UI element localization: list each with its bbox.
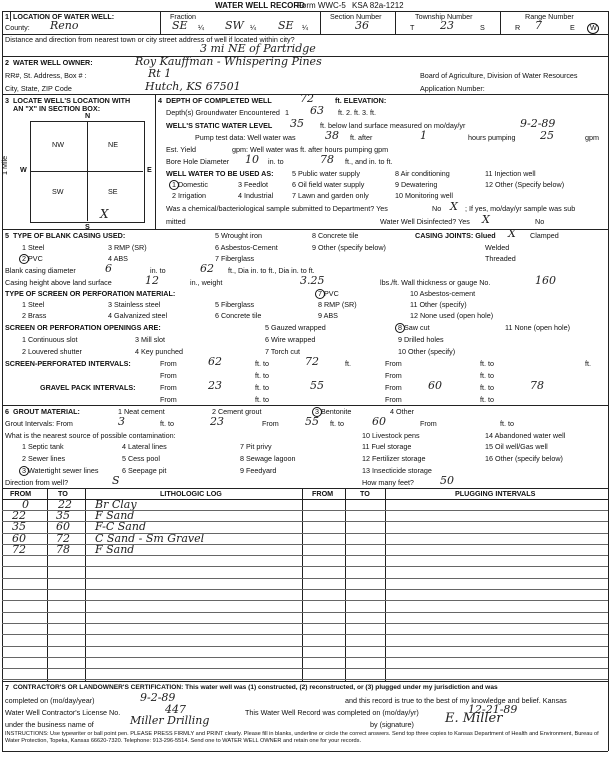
casing-1[interactable]: 1 Steel: [22, 243, 45, 252]
diam-value[interactable]: 6: [105, 262, 112, 275]
log-to-cell[interactable]: 78: [56, 543, 70, 556]
township-t: T: [410, 23, 415, 32]
quad-sw: SW: [52, 187, 64, 196]
disinfected-label: Water Well Disinfected? Yes: [380, 217, 470, 226]
business-value[interactable]: Miller Drilling: [130, 714, 210, 727]
grout-to-label: ft. to: [160, 419, 174, 428]
by-label: by (signature): [370, 720, 414, 729]
chem-rest: ; If yes, mo/day/yr sample was sub: [465, 204, 576, 213]
use-2[interactable]: 2 Irrigation: [172, 191, 206, 200]
contam-3[interactable]: 3 Watertight sewer lines: [22, 466, 99, 475]
log-to2-head: TO: [360, 489, 370, 498]
use-6[interactable]: 6 Oil field water supply: [292, 180, 365, 189]
perf-from[interactable]: 62: [208, 355, 222, 368]
open-8[interactable]: 8 Saw cut: [398, 323, 430, 332]
grout-from3-label: From: [420, 419, 437, 428]
contam-11[interactable]: 11 Fuel storage: [362, 442, 412, 451]
log-from-cell[interactable]: 22: [12, 509, 26, 522]
log-to-cell[interactable]: 22: [58, 498, 72, 511]
gravel-to3-label: ft. to: [255, 395, 269, 404]
use-7[interactable]: 7 Lawn and garden only: [292, 191, 369, 200]
sec2-num: 2: [5, 58, 9, 67]
sec3-num: 3: [5, 96, 9, 105]
quad-se: SE: [108, 187, 118, 196]
open-2[interactable]: 2 Louvered shutter: [22, 347, 82, 356]
pump-ft[interactable]: 38: [325, 129, 339, 142]
county-value[interactable]: Reno: [50, 19, 79, 32]
contam-13[interactable]: 13 Insecticide storage: [362, 466, 432, 475]
gravel-from4-label: From: [385, 395, 402, 404]
perf-to[interactable]: 72: [305, 355, 319, 368]
section-box-h: [30, 171, 143, 172]
completed-label: completed on (mo/day/year): [5, 696, 95, 705]
perf-label: SCREEN-PERFORATED INTERVALS:: [5, 359, 131, 368]
bore-depth[interactable]: 78: [320, 153, 334, 166]
sec3-label: LOCATE WELL'S LOCATION WITH: [13, 96, 131, 105]
direction-value[interactable]: S: [112, 474, 120, 487]
screen-10[interactable]: 10 Asbestos-cement: [410, 289, 476, 298]
log-rule: [2, 566, 608, 567]
fraction-label: Fraction: [170, 12, 196, 21]
weight-value[interactable]: 3.25: [300, 274, 325, 287]
pump-after: ft. after: [350, 133, 373, 142]
static-date[interactable]: 9-2-89: [520, 117, 556, 130]
fraction-2[interactable]: SW: [225, 19, 244, 32]
screen-3[interactable]: 3 Stainless steel: [108, 300, 161, 309]
contam-10[interactable]: 10 Livestock pens: [362, 431, 420, 440]
signature[interactable]: E. Miller: [445, 711, 503, 726]
quarter-1: ¼: [198, 23, 204, 32]
chem-label: Was a chemical/bacteriological sample submitted to Department? Yes: [166, 204, 388, 213]
bore-rest: ft., and in. to ft.: [345, 157, 393, 166]
log-rule: [2, 623, 608, 624]
grout-to2[interactable]: 60: [372, 415, 386, 428]
static-label: WELL'S STATIC WATER LEVEL: [166, 121, 273, 130]
sec4-num: 4: [158, 96, 162, 105]
quarter-3: ¼: [302, 23, 308, 32]
grout-3[interactable]: 3 Bentonite: [315, 407, 352, 416]
open-1[interactable]: 1 Continuous slot: [22, 335, 78, 344]
yield-label: Est. Yield: [166, 145, 196, 154]
joints-label: CASING JOINTS: Glued: [415, 231, 496, 240]
contam-5[interactable]: 5 Cess pool: [122, 454, 160, 463]
log-bottom: [2, 681, 608, 682]
gravel-to[interactable]: 55: [310, 379, 324, 392]
screen-8[interactable]: 8 RMP (SR): [318, 300, 357, 309]
grout-intervals-label: Grout Intervals: From: [5, 419, 73, 428]
gravel-from[interactable]: 23: [208, 379, 222, 392]
log-desc-cell[interactable]: F Sand: [95, 509, 135, 522]
open-6[interactable]: 6 Wire wrapped: [265, 335, 316, 344]
log-desc-cell[interactable]: F-C Sand: [95, 520, 146, 533]
ksa-ref: KSA 82a-1212: [352, 1, 404, 10]
yield-rest: gpm: Well water was ft. after hours pumping gpm: [232, 145, 389, 154]
log-desc-cell[interactable]: Br Clay: [95, 498, 137, 511]
log-from-cell[interactable]: 60: [12, 532, 26, 545]
sec1-label: LOCATION OF WATER WELL:: [13, 12, 115, 21]
record-label: This Water Well Record was completed on (mo/day/yr): [245, 708, 419, 717]
license-label: Water Well Contractor's License No.: [5, 708, 121, 717]
diam-rest: ft., Dia in. to ft., Dia in. to ft.: [228, 266, 315, 275]
screen-4[interactable]: 4 Galvanized steel: [108, 311, 168, 320]
grout-to2-label: ft. to: [330, 419, 344, 428]
township-label: Township Number: [415, 12, 473, 21]
grout-from2[interactable]: 55: [305, 415, 319, 428]
sec5-num: 5: [5, 231, 9, 240]
sec2-label: WATER WELL OWNER:: [13, 58, 93, 67]
log-lith-head: LITHOLOGIC LOG: [160, 489, 222, 498]
frame-left: [2, 11, 3, 751]
diam-label: Blank casing diameter: [5, 266, 76, 275]
range-label: Range Number: [525, 12, 574, 21]
gravel-to2-label: ft. to: [480, 383, 494, 392]
casing-7[interactable]: 7 Fiberglass: [215, 254, 255, 263]
grout-from[interactable]: 3: [118, 415, 125, 428]
gravel-label: GRAVEL PACK INTERVALS:: [40, 383, 136, 392]
log-rule: [2, 612, 608, 613]
perf-from4-label: From: [385, 371, 402, 380]
contam-9[interactable]: 9 Feedyard: [240, 466, 277, 475]
log-rule: [2, 679, 608, 680]
sec7-num: 7: [5, 683, 9, 692]
direction-label: Direction from well?: [5, 478, 69, 487]
distance-label: Distance and direction from nearest town or city street address of well if located within city?: [5, 35, 295, 44]
completed-rest: and this record is true to the best of my knowledge and belief. Kansas: [345, 696, 567, 705]
fraction-1[interactable]: SE: [172, 19, 188, 32]
gw-value[interactable]: 63: [310, 104, 324, 117]
gravel-to-label: ft. to: [255, 383, 269, 392]
log-from-cell[interactable]: 72: [12, 543, 26, 556]
open-9[interactable]: 9 Drilled holes: [398, 335, 444, 344]
contam-4[interactable]: 4 Lateral lines: [122, 442, 167, 451]
contam-6[interactable]: 6 Seepage pit: [122, 466, 167, 475]
gw-label: Depth(s) Groundwater Encountered: [166, 108, 280, 117]
record-date[interactable]: 12-21-89: [468, 703, 518, 716]
grout-to3-label: ft. to: [500, 419, 514, 428]
log-from-cell[interactable]: 0: [22, 498, 29, 511]
township-value[interactable]: 23: [440, 19, 454, 32]
log-rule: [2, 578, 608, 579]
fraction-3[interactable]: SE: [278, 19, 294, 32]
static-rest: ft. below land surface measured on mo/day/yr: [320, 121, 466, 130]
contam-1[interactable]: 1 Septic tank: [22, 442, 64, 451]
log-rule: [2, 600, 608, 601]
log-to-cell[interactable]: 72: [56, 532, 70, 545]
contam-12[interactable]: 12 Fertilizer storage: [362, 454, 426, 463]
perf-ft2: ft.: [585, 359, 591, 368]
pump-gpm[interactable]: 25: [540, 129, 554, 142]
use-1-circle: [169, 180, 179, 190]
owner-value[interactable]: Roy Kauffman - Whispering Pines: [135, 55, 322, 68]
pump-hours-label: hours pumping: [468, 133, 516, 142]
gravel-to4-label: ft. to: [480, 395, 494, 404]
howmany-value[interactable]: 50: [440, 474, 454, 487]
height-rest: in., weight: [190, 278, 223, 287]
city-value[interactable]: Hutch, KS 67501: [145, 80, 241, 93]
compass-n: N: [85, 111, 91, 120]
open-label: SCREEN OR PERFORATION OPENINGS ARE:: [5, 323, 161, 332]
quad-ne: NE: [108, 140, 118, 149]
business-label: under the business name of: [5, 720, 94, 729]
grout-2[interactable]: 2 Cement grout: [212, 407, 262, 416]
height-value[interactable]: 12: [145, 274, 159, 287]
township-s: S: [480, 23, 485, 32]
use-label: WELL WATER TO BE USED AS:: [166, 169, 274, 178]
contam-label: What is the nearest source of possible contamination:: [5, 431, 176, 440]
grout-label: GROUT MATERIAL:: [13, 407, 80, 416]
disinfected-x[interactable]: X: [482, 213, 490, 226]
diam-to: in. to: [150, 266, 166, 275]
casing-4[interactable]: 4 ABS: [108, 254, 128, 263]
screen-7-circle: [315, 289, 325, 299]
screen-11[interactable]: 11 Other (specify): [410, 300, 467, 309]
howmany-label: How many feet?: [362, 478, 414, 487]
county-label: County:: [5, 23, 30, 32]
app-label: Application Number:: [420, 84, 485, 93]
section-label: Section Number: [330, 12, 382, 21]
screen-1[interactable]: 1 Steel: [22, 300, 45, 309]
log-desc-cell[interactable]: C Sand - Sm Gravel: [95, 532, 205, 545]
grout-from2-label: From: [262, 419, 279, 428]
use-4[interactable]: 4 Industrial: [238, 191, 274, 200]
sec1-div-b: [320, 11, 321, 34]
static-value[interactable]: 35: [290, 117, 304, 130]
screen-5[interactable]: 5 Fiberglass: [215, 300, 255, 309]
contam-14[interactable]: 14 Abandoned water well: [485, 431, 566, 440]
mitted-label: mitted: [166, 217, 186, 226]
log-rule: [2, 589, 608, 590]
range-e: E: [570, 23, 575, 32]
bore-value[interactable]: 10: [245, 153, 259, 166]
log-rule: [2, 533, 608, 534]
use-1[interactable]: 1 Domestic: [172, 180, 208, 189]
clamped-label: Clamped: [530, 231, 559, 240]
open-7[interactable]: 7 Torch cut: [265, 347, 301, 356]
gauge-value[interactable]: 160: [535, 274, 556, 287]
mile-label: 1 Mile: [0, 155, 9, 175]
section-value[interactable]: 36: [355, 19, 369, 32]
open-5[interactable]: 5 Gauzed wrapped: [265, 323, 326, 332]
log-plug-head: PLUGGING INTERVALS: [455, 489, 536, 498]
gravel-from3-label: From: [160, 395, 177, 404]
gravel-from-label: From: [160, 383, 177, 392]
compass-w: W: [20, 165, 27, 174]
perf-from3-label: From: [160, 371, 177, 380]
bore-label: Bore Hole Diameter: [166, 157, 230, 166]
quad-nw: NW: [52, 140, 64, 149]
contam-7[interactable]: 7 Pit privy: [240, 442, 272, 451]
compass-e: E: [147, 165, 152, 174]
weight-rest: lbs./ft. Wall thickness or gauge No.: [380, 278, 491, 287]
gravel-from2-label: From: [385, 383, 402, 392]
contam-8[interactable]: 8 Sewage lagoon: [240, 454, 296, 463]
range-r: R: [515, 23, 521, 32]
log-from2-head: FROM: [312, 489, 334, 498]
use-12[interactable]: 12 Other (Specify below): [485, 180, 565, 189]
rr-value[interactable]: Rt 1: [148, 67, 172, 80]
well-mark-x[interactable]: X: [100, 207, 109, 221]
form-title: WATER WELL RECORD: [215, 1, 305, 10]
log-to-cell[interactable]: 60: [56, 520, 70, 533]
open-3[interactable]: 3 Mill slot: [135, 335, 165, 344]
use-10[interactable]: 10 Monitoring well: [395, 191, 453, 200]
casing-2-circle: [19, 254, 29, 264]
screen-12[interactable]: 12 None used (open hole): [410, 311, 494, 320]
range-w: W: [590, 23, 597, 32]
use-3[interactable]: 3 Feedlot: [238, 180, 268, 189]
casing-5[interactable]: 5 Wrought iron: [215, 231, 263, 240]
depth-label: DEPTH OF COMPLETED WELL: [166, 96, 272, 105]
compass-s: S: [85, 222, 90, 231]
casing-label: TYPE OF BLANK CASING USED:: [13, 231, 126, 240]
screen-9[interactable]: 9 ABS: [318, 311, 338, 320]
depth-value[interactable]: 72: [300, 92, 314, 105]
casing-6[interactable]: 6 Asbestos-Cement: [215, 243, 278, 252]
range-value[interactable]: 7: [535, 19, 542, 32]
use-9[interactable]: 9 Dewatering: [395, 180, 438, 189]
grout-to[interactable]: 23: [210, 415, 224, 428]
use-5[interactable]: 5 Public water supply: [292, 169, 360, 178]
open-11[interactable]: 11 None (open hole): [505, 323, 570, 332]
gw-1: 1: [285, 108, 289, 117]
log-col-4: [345, 488, 346, 681]
gravel-from2[interactable]: 60: [428, 379, 442, 392]
rr-label: RR#, St. Address, Box # :: [5, 71, 87, 80]
grout-1[interactable]: 1 Neat cement: [118, 407, 165, 416]
threaded-label: Threaded: [485, 254, 516, 263]
elev-label: ft. ELEVATION:: [335, 96, 387, 105]
casing-3[interactable]: 3 RMP (SR): [108, 243, 147, 252]
perf-to2-label: ft. to: [480, 359, 494, 368]
welded-label: Welded: [485, 243, 510, 252]
sec3-label2: AN "X" IN SECTION BOX:: [13, 104, 101, 113]
log-to-head: TO: [58, 489, 68, 498]
city-label: City, State, ZIP Code: [5, 84, 72, 93]
perf-to4-label: ft. to: [480, 371, 494, 380]
perf-from-label: From: [160, 359, 177, 368]
contam-15[interactable]: 15 Oil well/Gas well: [485, 442, 548, 451]
bore-to: in. to: [268, 157, 284, 166]
cert-text: CONTRACTOR'S OR LANDOWNER'S CERTIFICATION: This water well was (1) constructed, (2) reconstructed, or (3) plugged under my jurisdiction and was: [13, 684, 498, 691]
log-from-cell[interactable]: 35: [12, 520, 26, 533]
board-label: Board of Agriculture, Division of Water Resources: [420, 71, 578, 80]
grout-4[interactable]: 4 Other: [390, 407, 414, 416]
casing-9[interactable]: 9 Other (specify below): [312, 243, 386, 252]
screen-6[interactable]: 6 Concrete tile: [215, 311, 262, 320]
sec1-div-c: [395, 11, 396, 34]
form-number: Form WWC-5: [297, 1, 346, 10]
screen-label: TYPE OF SCREEN OR PERFORATION MATERIAL:: [5, 289, 176, 298]
sec1-numbox: [10, 11, 11, 21]
completed-value[interactable]: 9-2-89: [140, 691, 176, 704]
sec3-right: [155, 94, 156, 229]
diam-depth[interactable]: 62: [200, 262, 214, 275]
perf-to3-label: ft. to: [255, 371, 269, 380]
log-rule: [2, 668, 608, 669]
log-rule: [2, 544, 608, 545]
sec1-num: 1: [5, 12, 9, 21]
log-col-5: [385, 488, 386, 681]
casing-2[interactable]: 2 PVC: [22, 254, 43, 263]
distance-value[interactable]: 3 mi NE of Partridge: [200, 42, 316, 55]
pump-hours[interactable]: 1: [420, 129, 427, 142]
use-8[interactable]: 8 Air conditioning: [395, 169, 450, 178]
contam-2[interactable]: 2 Sewer lines: [22, 454, 66, 463]
log-desc-cell[interactable]: F Sand: [95, 543, 135, 556]
sec1-div-d: [500, 11, 501, 34]
open-10[interactable]: 10 Other (specify): [398, 347, 456, 356]
log-rule: [2, 521, 608, 522]
log-col-2: [85, 488, 86, 681]
height-label: Casing height above land surface: [5, 278, 112, 287]
gravel-to2[interactable]: 78: [530, 379, 544, 392]
perf-to-label: ft. to: [255, 359, 269, 368]
log-rule: [2, 657, 608, 658]
pump-gpm-unit: gpm: [585, 133, 599, 142]
log-col-3: [302, 488, 303, 681]
log-from-head: FROM: [10, 489, 32, 498]
contam-16[interactable]: 16 Other (specify below): [485, 454, 563, 463]
sec1-div-a: [160, 11, 161, 34]
frame-right: [608, 11, 609, 751]
screen-2[interactable]: 2 Brass: [22, 311, 47, 320]
sec5-bottom: [2, 405, 608, 406]
instructions: INSTRUCTIONS: Use typewriter or ball point pen. PLEASE PRESS FIRMLY and PRINT clearly. Please fill in blanks, underline or circle the correct answers. Send top three copies to Kansas Department of Health and Environment, Bureau of Water Protection, Topeka, Kansas 66620-7320. Telephone: 913-296-5514. Send one to WATER WELL OWNER and retain one for your records.: [5, 731, 599, 744]
use-11[interactable]: 11 Injection well: [485, 169, 536, 178]
log-rule: [2, 646, 608, 647]
screen-7[interactable]: 7 PVC: [318, 289, 339, 298]
log-rule: [2, 555, 608, 556]
license-value[interactable]: 447: [165, 703, 186, 716]
log-col-1: [47, 488, 48, 681]
sec6-num: 6: [5, 407, 9, 416]
log-rule: [2, 634, 608, 635]
log-head-line: [2, 499, 608, 500]
chem-no: No: [432, 204, 442, 213]
open-4[interactable]: 4 Key punched: [135, 347, 183, 356]
perf-from2-label: From: [385, 359, 402, 368]
casing-8[interactable]: 8 Concrete tile: [312, 231, 359, 240]
perf-ft: ft.: [345, 359, 351, 368]
chem-x[interactable]: X: [450, 200, 458, 213]
log-to-cell[interactable]: 35: [56, 509, 70, 522]
disinfected-no: No: [535, 217, 545, 226]
quarter-2: ¼: [250, 23, 256, 32]
sec4-bottom: [2, 229, 608, 230]
gw-rest: ft. 2. ft. 3. ft.: [338, 108, 376, 117]
pump-label: Pump test data: Well water was: [195, 133, 296, 142]
log-rule: [2, 510, 608, 511]
open-8-circle: [395, 323, 405, 333]
joints-x[interactable]: X: [508, 227, 516, 240]
contam-3-circle: [19, 466, 29, 476]
range-w-circle: [587, 23, 599, 34]
frame-bottom: [2, 751, 608, 752]
